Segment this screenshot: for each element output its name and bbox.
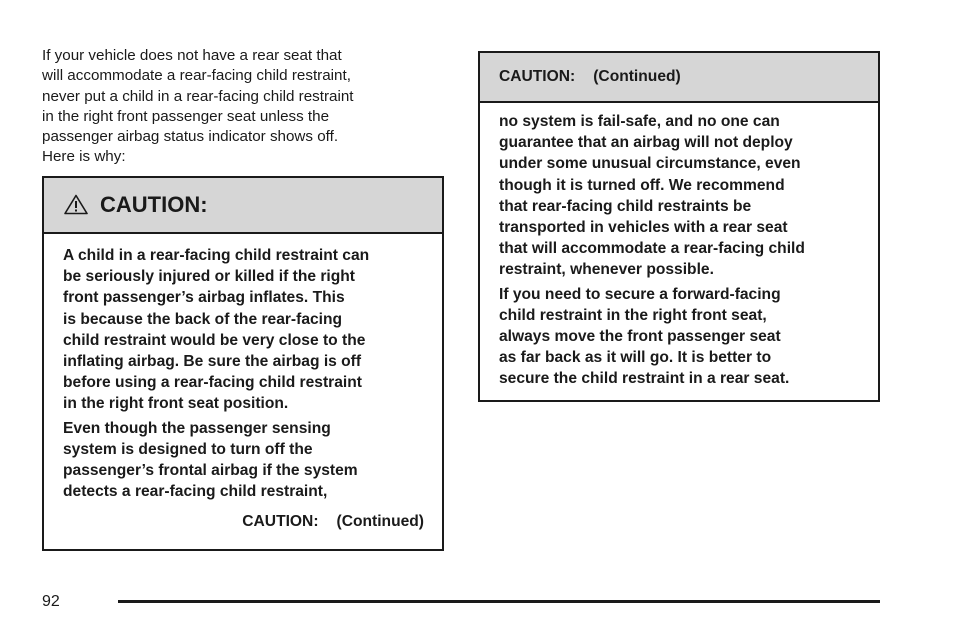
body-line: A child in a rear-facing child restraint can xyxy=(63,247,370,264)
body-line: passenger’s frontal airbag if the system xyxy=(63,462,358,480)
body-line: secure the child restraint in a rear seat. xyxy=(499,370,790,388)
body-line: detects a rear-facing child restraint, xyxy=(63,483,328,501)
body-line: Even though the passenger sensing xyxy=(63,419,331,437)
caution-continued-box xyxy=(478,51,880,402)
body-line: If you need to secure a forward-facing xyxy=(499,285,781,303)
continued-heading xyxy=(499,67,681,87)
body-line: be seriously injured or killed if the right xyxy=(63,268,356,286)
body-line: always move the front passenger seat xyxy=(499,328,781,346)
warning-triangle-icon xyxy=(64,194,88,215)
body-line: before using a rear-facing child restraint xyxy=(63,374,362,392)
caution-box xyxy=(42,176,444,551)
body-line: under some unusual circumstance, even xyxy=(499,155,801,173)
body-line: in the right front seat position. xyxy=(63,395,289,413)
intro-line: If your vehicle does not have a rear seat that xyxy=(42,47,342,64)
intro-line: in the right front passenger seat unless the xyxy=(42,107,330,125)
continued-footer xyxy=(242,512,424,532)
footer-rule xyxy=(118,600,880,603)
intro-line: passenger airbag status indicator shows off. xyxy=(42,128,339,146)
intro-line: Here is why: xyxy=(42,148,126,166)
body-line: transported in vehicles with a rear seat xyxy=(499,219,788,237)
body-line: that will accommodate a rear-facing child xyxy=(499,240,805,258)
body-line: guarantee that an airbag will not deploy xyxy=(499,134,793,152)
caution-paragraph xyxy=(499,111,869,281)
body-line: child restraint in the right front seat, xyxy=(499,306,767,324)
caution-header xyxy=(44,178,442,234)
intro-line: never put a child in a rear-facing child restraint xyxy=(42,87,354,105)
intro-paragraph xyxy=(42,46,442,168)
caution-paragraph xyxy=(499,284,869,390)
caution-continued-header xyxy=(480,53,878,103)
body-line: no system is fail-safe, and no one can xyxy=(499,113,780,130)
page-number: 92 xyxy=(42,593,60,610)
caution-paragraph xyxy=(63,418,433,503)
body-line: is because the back of the rear-facing xyxy=(63,310,343,328)
body-line: though it is turned off. We recommend xyxy=(499,176,785,194)
body-line: that rear-facing child restraints be xyxy=(499,197,752,215)
caution-paragraph xyxy=(63,245,433,415)
body-line: inflating airbag. Be sure the airbag is off xyxy=(63,353,362,371)
caution-continued-body xyxy=(499,111,869,393)
continued-text: (Continued) xyxy=(336,513,424,530)
continued-heading-label: CAUTION: xyxy=(499,68,576,85)
continued-heading-text: (Continued) xyxy=(593,68,681,85)
caution-title: CAUTION: xyxy=(100,192,208,217)
continued-label: CAUTION: xyxy=(242,513,319,530)
body-line: system is designed to turn off the xyxy=(63,440,313,458)
body-line: child restraint would be very close to the xyxy=(63,331,366,349)
intro-line: will accommodate a rear-facing child restraint, xyxy=(42,67,351,85)
body-line: as far back as it will go. It is better to xyxy=(499,349,772,367)
body-line: restraint, whenever possible. xyxy=(499,261,714,279)
body-line: front passenger’s airbag inflates. This xyxy=(63,289,345,307)
caution-body xyxy=(63,245,433,505)
